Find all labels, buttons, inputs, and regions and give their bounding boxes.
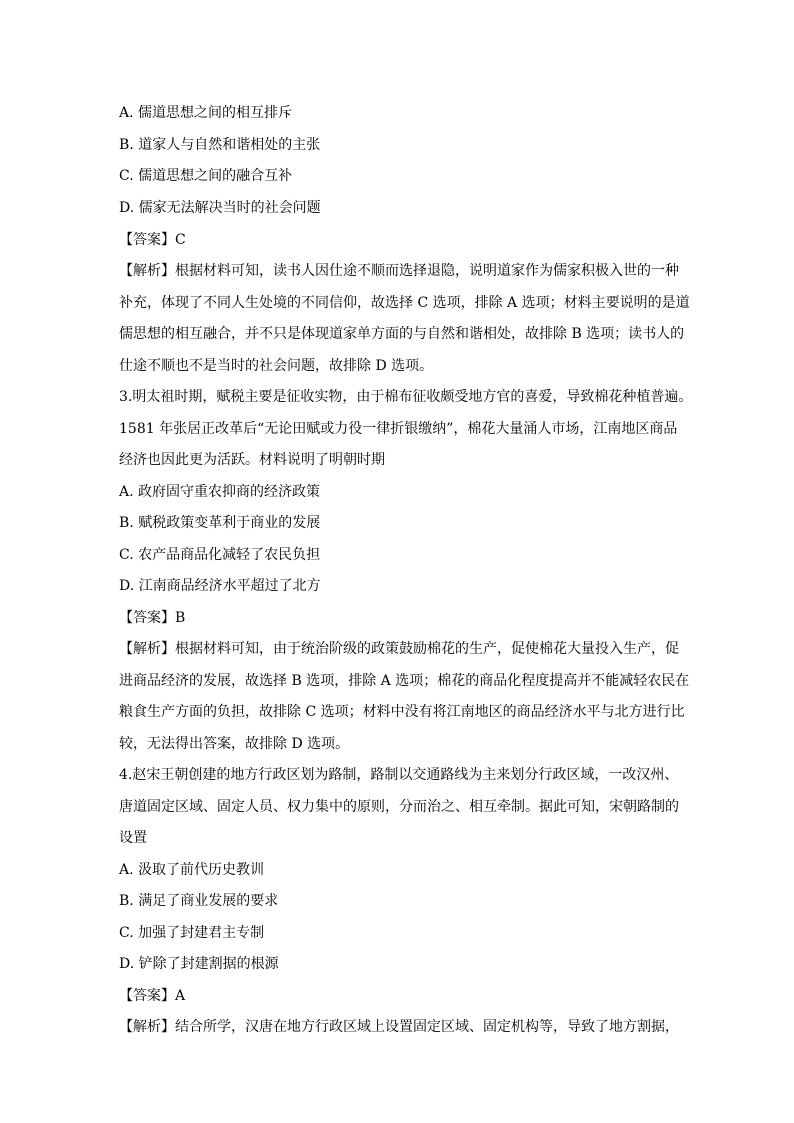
q3-option-b: B. 赋税政策变革利于商业的发展: [119, 515, 321, 531]
q4-option-a: A. 汲取了前代历史教训: [119, 862, 265, 878]
q4-option-b: B. 满足了商业发展的要求: [119, 893, 279, 909]
q4-analysis-line-1: 【解析】结合所学，汉唐在地方行政区域上设置固定区域、固定机构等，导致了地方割据，: [119, 1019, 679, 1035]
q2-answer: 【答案】C: [119, 232, 186, 248]
q2-analysis-line-4: 仕途不顺也不是当时的社会问题，故排除 D 选项。: [119, 358, 434, 374]
q3-analysis-line-3: 粮食生产方面的负担，故排除 C 选项；材料中没有将江南地区的商品经济水平与北方进行比: [119, 704, 685, 720]
q3-analysis-line-4: 较，无法得出答案，故排除 D 选项。: [119, 736, 350, 752]
q3-analysis-line-1: 【解析】根据材料可知，由于统治阶级的政策鼓励棉花的生产，促使棉花大量投入生产，促: [119, 641, 679, 657]
q3-answer: 【答案】B: [119, 610, 186, 626]
q4-stem-line-1: 4.赵宋王朝创建的地方行政区划为路制，路制以交通路线为主来划分行政区域，一改汉州、: [119, 767, 679, 783]
q2-option-d: D. 儒家无法解决当时的社会问题: [119, 200, 321, 216]
q3-stem-line-3: 经济也因此更为活跃。材料说明了明朝时期: [119, 452, 385, 468]
q3-analysis-line-2: 进商品经济的发展，故选择 B 选项，排除 A 选项；棉花的商品化程度提高并不能减轻农民在: [119, 673, 690, 689]
q4-option-d: D. 铲除了封建割据的根源: [119, 956, 279, 972]
q3-stem-line-1: 3.明太祖时期，赋税主要是征收实物，由于棉布征收颇受地方官的喜爱，导致棉花种植普遍。: [119, 389, 693, 405]
q3-option-d: D. 江南商品经济水平超过了北方: [119, 578, 321, 594]
q2-analysis-line-1: 【解析】根据材料可知，读书人因仕途不顺而选择退隐，说明道家作为儒家积极入世的一种: [119, 263, 679, 279]
q2-option-a: A. 儒道思想之间的相互排斥: [119, 105, 293, 121]
q2-option-c: C. 儒道思想之间的融合互补: [119, 168, 293, 184]
q4-stem-line-2: 唐道固定区域、固定人员、权力集中的原则，分而治之、相互牵制。据此可知，宋朝路制的: [119, 799, 679, 815]
q3-stem-line-2: 1581 年张居正改革后“无论田赋或力役一律折银缴纳”，棉花大量涌人市场，江南地区商品: [119, 421, 678, 437]
q3-option-a: A. 政府固守重农抑商的经济政策: [119, 484, 321, 500]
q3-option-c: C. 农产品商品化减轻了农民负担: [119, 547, 321, 563]
q4-stem-line-3: 设置: [119, 830, 147, 846]
q2-analysis-line-2: 补充，体现了不同人生处境的不同信仰，故选择 C 选项，排除 A 选项；材料主要说明的是道: [119, 295, 690, 311]
q4-option-c: C. 加强了封建君主专制: [119, 925, 265, 941]
q2-option-b: B. 道家人与自然和谐相处的主张: [119, 137, 321, 153]
q2-analysis-line-3: 儒思想的相互融合，并不只是体现道家单方面的与自然和谐相处，故排除 B 选项；读书人的: [119, 326, 685, 342]
q4-answer: 【答案】A: [119, 988, 186, 1004]
